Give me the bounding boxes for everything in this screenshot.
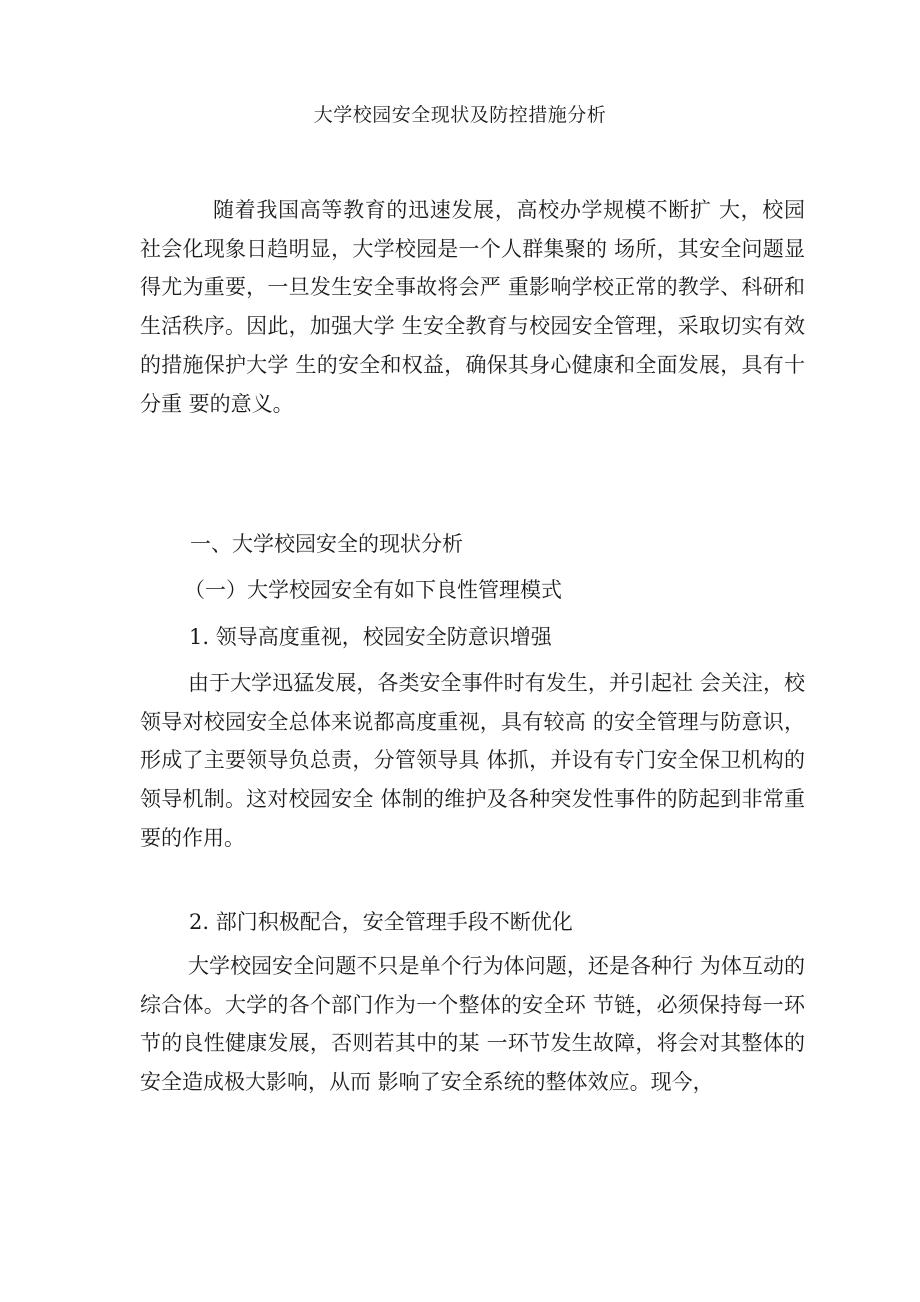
item-heading-2: 2. 部门积极配合，安全管理手段不断优化 [189,910,573,934]
document-title: 大学校园安全现状及防控措施分析 [313,104,607,126]
subsection-heading: （一）大学校园安全有如下良性管理模式 [184,578,562,602]
item-paragraph-1: 由于大学迅猛发展，各类安全事件时有发生，并引起社 会关注，校领导对校园安全总体来说都高度重视，具有较高 的安全管理与防意识，形成了主要领导负总责，分管领导具 体抓，并设有专门安全保卫机构的领导机制。这对校园安全 体制的维护及各种突发性事件的防起到非常重要的作用。 [140,671,805,850]
intro-paragraph: 随着我国高等教育的迅速发展，高校办学规模不断扩 大，校园社会化现象日趋明显，大学校园是一个人群集聚的 场所，其安全问题显得尤为重要，一旦发生安全事故将会严 重影响学校正常的教学、科研和生活秩序。因此，加强大学 生安全教育与校园安全管理，采取切实有效的措施保护大学 生的安全和权益，确保其身心健康和全面发展，具有十分重 要的意义。 [140,198,805,416]
item-heading-1: 1. 领导高度重视，校园安全防意识增强 [189,625,552,649]
item-paragraph-2: 大学校园安全问题不只是单个行为体问题，还是各种行 为体互动的综合体。大学的各个部门作为一个整体的安全环 节链，必须保持每一环节的良性健康发展，否则若其中的某 一环节发生故障，将会对其整体的安全造成极大影响，从而 影响了安全系统的整体效应。现今， [140,954,805,1095]
section-heading: 一、大学校园安全的现状分析 [190,532,463,556]
